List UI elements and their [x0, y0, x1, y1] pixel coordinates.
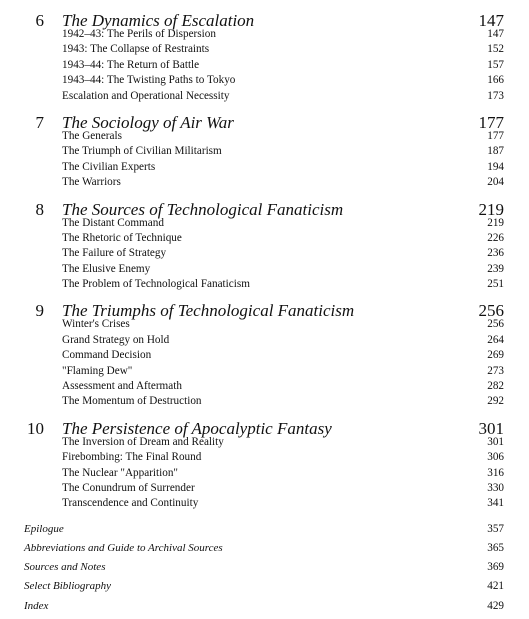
- section-title: Assessment and Aftermath: [62, 380, 182, 393]
- section-entry: [0, 436, 529, 451]
- section-page: 147: [487, 28, 504, 40]
- section-page: 251: [487, 278, 504, 291]
- chapter-heading: [0, 298, 529, 321]
- section-title: The Problem of Technological Fanaticism: [62, 278, 250, 291]
- section-entry: [0, 43, 529, 58]
- back-matter-page: 365: [487, 541, 504, 554]
- section-title: The Conundrum of Surrender: [62, 481, 195, 494]
- section-entry: [0, 130, 529, 145]
- section-entry: [0, 161, 529, 176]
- section-title: Firebombing: The Final Round: [62, 451, 202, 464]
- chapter-number: 7: [35, 112, 44, 132]
- section-page: 187: [487, 145, 504, 158]
- section-page: 341: [487, 497, 504, 510]
- section-entry: [0, 232, 529, 247]
- chapter-number: 6: [35, 11, 44, 30]
- chapter-title: The Triumphs of Technological Fanaticism: [62, 301, 355, 321]
- section-entry: [0, 278, 529, 293]
- section-entry: [0, 145, 529, 160]
- section-title: The Distant Command: [62, 216, 164, 229]
- section-entry: [0, 263, 529, 278]
- back-matter-title: Sources and Notes: [24, 561, 106, 574]
- section-title: 1943–44: The Twisting Paths to Tokyo: [62, 74, 236, 87]
- section-page: 264: [487, 333, 504, 346]
- section-title: Grand Strategy on Hold: [62, 333, 170, 346]
- section-title: The Elusive Enemy: [62, 262, 151, 275]
- section-entry: [0, 497, 529, 512]
- back-matter-title: Abbreviations and Guide to Archival Sources: [24, 541, 223, 554]
- section-title: Command Decision: [62, 349, 152, 362]
- back-matter-page: 421: [487, 580, 504, 593]
- section-entry: [0, 395, 529, 410]
- back-matter-page: 429: [487, 599, 504, 612]
- chapter-9: [0, 298, 529, 410]
- section-page: 306: [487, 451, 504, 464]
- section-page: 173: [487, 89, 504, 102]
- section-page: 269: [487, 349, 504, 362]
- section-page: 226: [487, 231, 504, 244]
- back-matter-page: 369: [487, 561, 504, 574]
- chapter-page: 219: [478, 199, 504, 219]
- back-matter-entry: [0, 523, 529, 542]
- section-entry: [0, 217, 529, 232]
- section-page: 152: [487, 43, 504, 56]
- section-title: The Inversion of Dream and Reality: [62, 435, 224, 448]
- chapter-page: 177: [478, 112, 504, 132]
- chapter-10: [0, 416, 529, 513]
- section-title: The Triumph of Civilian Militarism: [62, 145, 222, 158]
- chapter-heading: [0, 197, 529, 217]
- section-entry: [0, 380, 529, 395]
- back-matter-title: Epilogue: [24, 522, 64, 535]
- chapter-7: [0, 110, 529, 192]
- back-matter-title: Index: [24, 599, 49, 612]
- back-matter-entry: [0, 580, 529, 599]
- chapter-8: [0, 197, 529, 294]
- section-page: 292: [487, 395, 504, 408]
- chapter-heading: [0, 110, 529, 130]
- section-entry: [0, 59, 529, 74]
- chapter-number: 10: [27, 418, 44, 438]
- section-title: The Momentum of Destruction: [62, 395, 202, 408]
- section-page: 166: [487, 74, 504, 87]
- section-page: 282: [487, 380, 504, 393]
- section-entry: [0, 467, 529, 482]
- section-entry: [0, 482, 529, 497]
- chapter-title: The Sources of Technological Fanaticism: [62, 199, 344, 219]
- section-entry: [0, 176, 529, 191]
- chapter-title: The Persistence of Apocalyptic Fantasy: [62, 418, 332, 438]
- section-entry: [0, 365, 529, 380]
- section-page: 316: [487, 466, 504, 479]
- section-page: 236: [487, 247, 504, 260]
- section-page: 177: [487, 129, 504, 142]
- section-title: 1943–44: The Return of Battle: [62, 58, 200, 71]
- section-title: The Civilian Experts: [62, 160, 156, 173]
- section-entry: [0, 28, 529, 43]
- section-page: 219: [487, 216, 504, 229]
- chapter-6: [0, 8, 529, 105]
- section-title: The Nuclear "Apparition": [62, 466, 178, 479]
- back-matter-title: Select Bibliography: [24, 580, 112, 593]
- section-page: 256: [487, 318, 504, 331]
- section-title: The Rhetoric of Technique: [62, 231, 182, 244]
- section-page: 194: [487, 160, 504, 173]
- chapter-heading: [0, 8, 529, 28]
- section-title: The Failure of Strategy: [62, 247, 167, 260]
- section-page: 239: [487, 262, 504, 275]
- section-page: 273: [487, 364, 504, 377]
- chapter-number: 8: [35, 199, 44, 219]
- section-entry: [0, 334, 529, 349]
- section-entry: [0, 451, 529, 466]
- back-matter-entry: [0, 561, 529, 580]
- section-title: Escalation and Operational Necessity: [62, 89, 230, 102]
- section-title: Winter's Crises: [62, 318, 130, 331]
- section-title: The Generals: [62, 129, 122, 142]
- chapter-title: The Sociology of Air War: [62, 112, 234, 132]
- back-matter-page: 357: [487, 522, 504, 535]
- section-entry: [0, 349, 529, 364]
- section-entry: [0, 247, 529, 262]
- section-title: Transcendence and Continuity: [62, 497, 199, 510]
- chapter-title: The Dynamics of Escalation: [62, 11, 255, 30]
- back-matter-entry: [0, 542, 529, 561]
- section-page: 330: [487, 481, 504, 494]
- section-title: "Flaming Dew": [62, 364, 133, 377]
- chapter-heading: [0, 416, 529, 436]
- back-matter-entry: [0, 600, 529, 619]
- section-title: The Warriors: [62, 176, 121, 189]
- section-page: 157: [487, 58, 504, 71]
- chapter-page: 256: [478, 301, 504, 321]
- back-matter: [0, 523, 529, 619]
- section-title: 1942–43: The Perils of Dispersion: [62, 28, 216, 40]
- section-entry: [0, 318, 529, 333]
- section-page: 301: [487, 435, 504, 448]
- section-title: 1943: The Collapse of Restraints: [62, 43, 210, 56]
- section-entry: [0, 74, 529, 89]
- chapter-page: 301: [478, 418, 504, 438]
- section-page: 204: [487, 176, 504, 189]
- chapter-number: 9: [35, 301, 44, 321]
- section-entry: [0, 90, 529, 105]
- chapter-page: 147: [478, 11, 504, 30]
